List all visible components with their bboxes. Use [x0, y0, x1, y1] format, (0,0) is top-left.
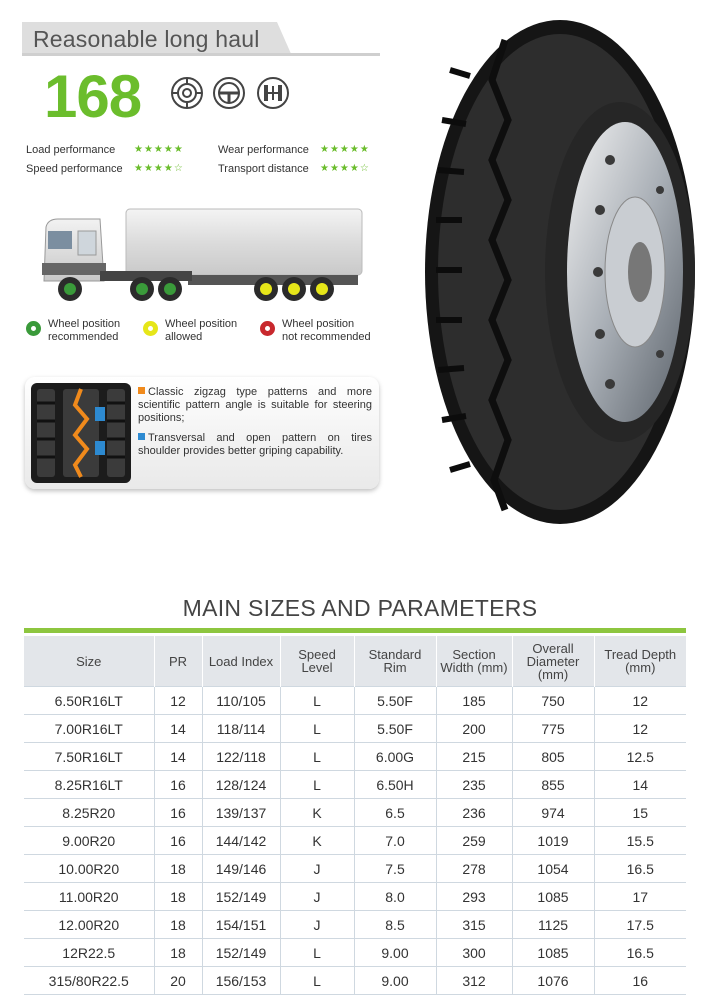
table-cell: 18 [154, 855, 202, 883]
table-cell: 8.5 [354, 911, 436, 939]
feature-shoulder: Transversal and open pattern on tires shoulder provides better griping capability. [138, 432, 372, 457]
table-cell: 278 [436, 855, 512, 883]
table-cell: 118/114 [202, 715, 280, 743]
table-cell: 149/146 [202, 855, 280, 883]
speed-performance-stars: ★★★★☆ [134, 163, 184, 174]
wheel-drive-1 [130, 277, 154, 301]
table-cell: 16.5 [594, 855, 686, 883]
table-cell: 293 [436, 883, 512, 911]
table-cell: 974 [512, 799, 594, 827]
speed-performance-label: Speed performance [26, 163, 123, 175]
table-cell: 6.50R16LT [24, 687, 154, 715]
tread-closeup-image [31, 383, 131, 483]
table-cell: 12 [154, 687, 202, 715]
table-cell: 16 [154, 799, 202, 827]
wheel-steer [58, 277, 82, 301]
axle-icon [256, 76, 290, 110]
table-cell: 312 [436, 967, 512, 995]
table-row [24, 855, 686, 883]
table-cell: 12.5 [594, 743, 686, 771]
table-cell: 236 [436, 799, 512, 827]
table-cell: 805 [512, 743, 594, 771]
table-cell: 1085 [512, 883, 594, 911]
table-row [24, 883, 686, 911]
table-cell: 11.00R20 [24, 883, 154, 911]
table-body [24, 687, 686, 995]
table-row [24, 967, 686, 995]
table-row [24, 771, 686, 799]
table-cell: 200 [436, 715, 512, 743]
wheel-trailer-2 [282, 277, 306, 301]
table-cell: 18 [154, 911, 202, 939]
table-cell: 10.00R20 [24, 855, 154, 883]
wheel-trailer-3 [310, 277, 334, 301]
table-cell: 7.00R16LT [24, 715, 154, 743]
table-cell: 152/149 [202, 939, 280, 967]
table-cell: 139/137 [202, 799, 280, 827]
table-cell: 15 [594, 799, 686, 827]
table-cell: J [280, 911, 354, 939]
table-row [24, 687, 686, 715]
col-overall-diameter: Overall Diameter (mm) [512, 636, 594, 687]
load-performance-label: Load performance [26, 144, 116, 156]
table-cell: 6.5 [354, 799, 436, 827]
feature-zigzag: Classic zigzag type patterns and more scientific pattern angle is suitable for steering positions; [138, 386, 372, 424]
table-cell: 300 [436, 939, 512, 967]
tire-image [410, 10, 710, 530]
blue-bullet-icon [138, 433, 145, 440]
orange-bullet-icon [138, 387, 145, 394]
table-cell: 110/105 [202, 687, 280, 715]
table-cell: 17.5 [594, 911, 686, 939]
table-cell: 152/149 [202, 883, 280, 911]
table-cell: 12.00R20 [24, 911, 154, 939]
col-standard-rim: Standard Rim [354, 636, 436, 687]
table-cell: 1054 [512, 855, 594, 883]
col-speed-level: Speed Level [280, 636, 354, 687]
table-cell: 16 [594, 967, 686, 995]
table-cell: J [280, 855, 354, 883]
header-underline [22, 53, 380, 56]
table-cell: 14 [154, 715, 202, 743]
table-row [24, 799, 686, 827]
table-cell: 1019 [512, 827, 594, 855]
table-cell: 1076 [512, 967, 594, 995]
table-row [24, 911, 686, 939]
table-cell: 8.25R20 [24, 799, 154, 827]
table-cell: 156/153 [202, 967, 280, 995]
red-ring-icon [260, 321, 275, 336]
table-cell: L [280, 771, 354, 799]
table-cell: 14 [594, 771, 686, 799]
page-title: Reasonable long haul [33, 26, 260, 52]
table-cell: L [280, 967, 354, 995]
parameters-table [24, 636, 686, 995]
table-cell: 8.25R16LT [24, 771, 154, 799]
yellow-ring-icon [143, 321, 158, 336]
table-cell: 1125 [512, 911, 594, 939]
load-performance-stars: ★★★★★ [134, 144, 184, 155]
table-title-rule [24, 628, 686, 633]
col-pr: PR [154, 636, 202, 687]
table-cell: 14 [154, 743, 202, 771]
table-cell: 775 [512, 715, 594, 743]
table-cell: L [280, 939, 354, 967]
truck-illustration [38, 205, 364, 305]
table-cell: 128/124 [202, 771, 280, 799]
transport-distance-stars: ★★★★☆ [320, 163, 370, 174]
table-cell: 9.00 [354, 939, 436, 967]
wear-performance-stars: ★★★★★ [320, 144, 370, 155]
table-cell: 122/118 [202, 743, 280, 771]
table-cell: K [280, 827, 354, 855]
table-cell: 5.50F [354, 715, 436, 743]
table-cell: 12 [594, 715, 686, 743]
col-size: Size [24, 636, 154, 687]
table-header-row [24, 636, 686, 687]
table-cell: 6.00G [354, 743, 436, 771]
table-row [24, 827, 686, 855]
table-cell: 16.5 [594, 939, 686, 967]
table-cell: 9.00 [354, 967, 436, 995]
steering-wheel-icon [212, 76, 246, 110]
wheel-trailer-1 [254, 277, 278, 301]
col-section-width: Section Width (mm) [436, 636, 512, 687]
table-cell: 12R22.5 [24, 939, 154, 967]
table-cell: 750 [512, 687, 594, 715]
table-cell: 18 [154, 883, 202, 911]
table-cell: 144/142 [202, 827, 280, 855]
table-cell: L [280, 715, 354, 743]
table-cell: 7.0 [354, 827, 436, 855]
table-row [24, 939, 686, 967]
model-number: 168 [44, 63, 142, 130]
col-tread-depth: Tread Depth (mm) [594, 636, 686, 687]
table-cell: 16 [154, 771, 202, 799]
table-cell: K [280, 799, 354, 827]
table-cell: 185 [436, 687, 512, 715]
green-ring-icon [26, 321, 41, 336]
table-cell: 9.00R20 [24, 827, 154, 855]
table-cell: 17 [594, 883, 686, 911]
table-cell: 315 [436, 911, 512, 939]
legend-not-recommended: Wheel position not recommended [282, 318, 371, 343]
legend-allowed: Wheel position allowed [165, 318, 238, 343]
wheel-drive-2 [158, 277, 182, 301]
table-cell: 7.5 [354, 855, 436, 883]
table-cell: 7.50R16LT [24, 743, 154, 771]
table-cell: 1085 [512, 939, 594, 967]
legend-recommended: Wheel position recommended [48, 318, 121, 343]
table-cell: 20 [154, 967, 202, 995]
table-cell: 16 [154, 827, 202, 855]
table-cell: 315/80R22.5 [24, 967, 154, 995]
table-cell: 215 [436, 743, 512, 771]
transport-distance-label: Transport distance [218, 163, 309, 175]
table-cell: 235 [436, 771, 512, 799]
table-row [24, 743, 686, 771]
table-cell: 15.5 [594, 827, 686, 855]
table-cell: L [280, 743, 354, 771]
table-cell: 12 [594, 687, 686, 715]
table-cell: 855 [512, 771, 594, 799]
col-load-index: Load Index [202, 636, 280, 687]
table-cell: 18 [154, 939, 202, 967]
table-cell: 5.50F [354, 687, 436, 715]
wear-performance-label: Wear performance [218, 144, 309, 156]
tire-section-icon [170, 76, 204, 110]
table-cell: 6.50H [354, 771, 436, 799]
table-row [24, 715, 686, 743]
table-cell: 259 [436, 827, 512, 855]
table-cell: L [280, 687, 354, 715]
table-cell: J [280, 883, 354, 911]
table-cell: 154/151 [202, 911, 280, 939]
table-title: MAIN SIZES AND PARAMETERS [182, 595, 538, 621]
table-cell: 8.0 [354, 883, 436, 911]
